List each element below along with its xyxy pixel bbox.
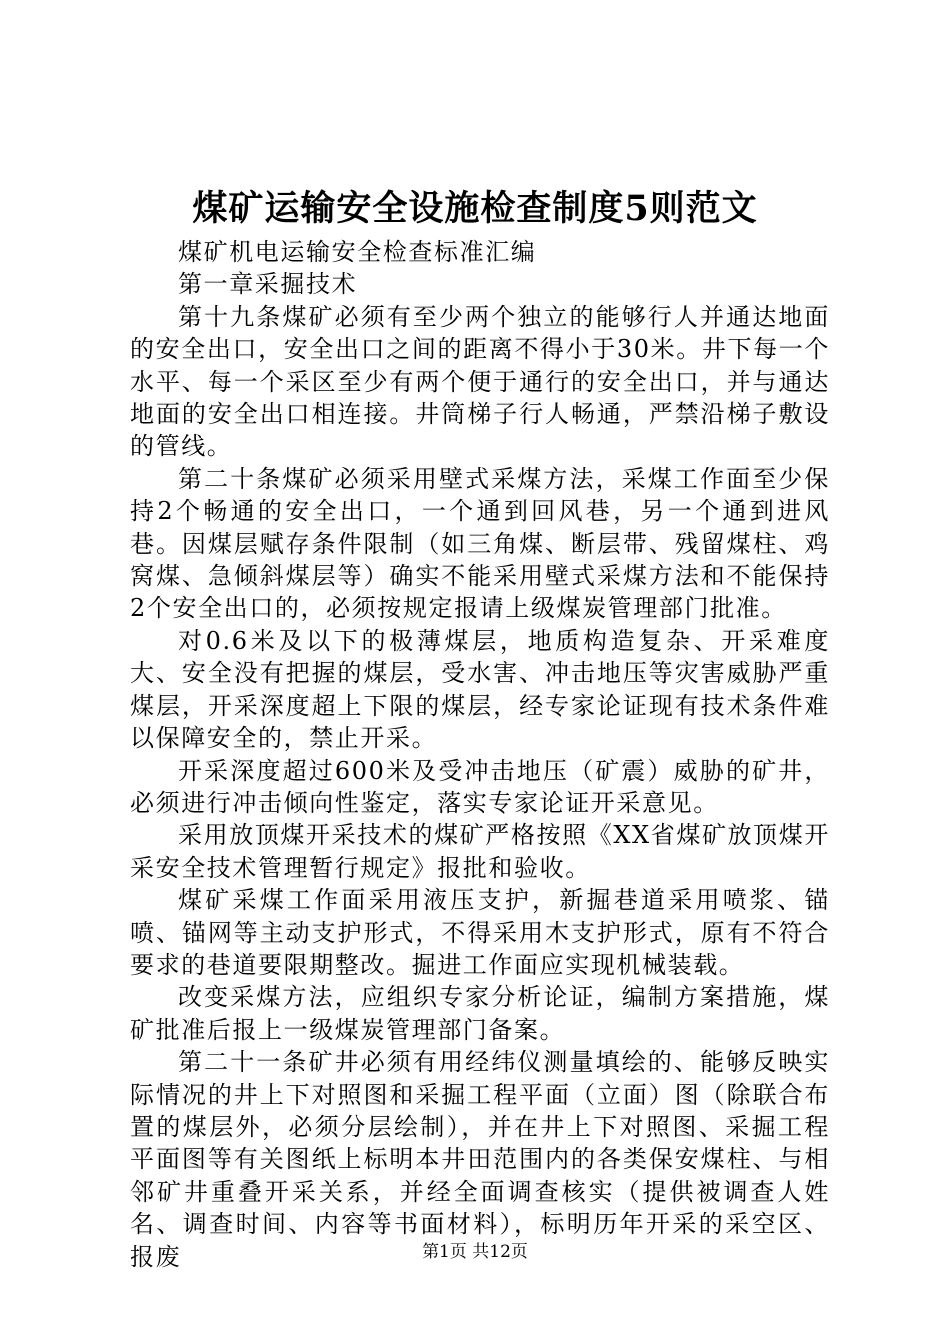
paragraph: 第二十条煤矿必须采用壁式采煤方法，采煤工作面至少保持2个畅通的安全出口，一个通到回风巷，另一个通到进风巷。因煤层赋存条件限制（如三角煤、断层带、残留煤柱、鸡窝煤、急倾斜煤层等）确实不能采用壁式采煤方法和不能保持2个安全出口的，必须按规定报请上级煤炭管理部门批准。 — [130, 464, 830, 623]
document-subtitle: 煤矿机电运输安全检查标准汇编 — [178, 238, 537, 266]
paragraph: 采用放顶煤开采技术的煤矿严格按照《XX省煤矿放顶煤开采安全技术管理暂行规定》报批和验收。 — [130, 821, 830, 882]
paragraph: 第十九条煤矿必须有至少两个独立的能够行人并通达地面的安全出口，安全出口之间的距离不得小于30米。井下每一个水平、每一个采区至少有两个便于通行的安全出口，并与通达地面的安全出口相连接。井筒梯子行人畅通，严禁沿梯子敷设的管线。 — [130, 302, 830, 461]
paragraph: 煤矿采煤工作面采用液压支护，新掘巷道采用喷浆、锚喷、锚网等主动支护形式，不得采用木支护形式，原有不符合要求的巷道要限期整改。掘进工作面应实现机械装载。 — [130, 886, 830, 979]
paragraph: 第二十一条矿井必须有用经纬仪测量填绘的、能够反映实际情况的井上下对照图和采掘工程平面（立面）图（除联合布置的煤层外，必须分层绘制），并在井上下对照图、采掘工程平面图等有关图纸上标明本井田范围内的各类保安煤柱、与相邻矿井重叠开采关系，并经全面调查核实（提供被调查人姓名、调查时间、内容等书面材料），标明历年开采的采空区、报废 — [130, 1048, 830, 1271]
paragraph: 改变采煤方法，应组织专家分析论证，编制方案措施，煤矿批准后报上一级煤炭管理部门备案。 — [130, 983, 830, 1044]
page-footer: 第1页 共12页 — [422, 1242, 528, 1262]
document-body — [130, 236, 830, 1273]
paragraph: 对0.6米及以下的极薄煤层，地质构造复杂、开采难度大、安全没有把握的煤层，受水害、冲击地压等灾害威胁严重煤层，开采深度超上下限的煤层，经专家论证现有技术条件难以保障安全的，禁止开采。 — [130, 626, 830, 753]
chapter-heading: 第一章采掘技术 — [178, 270, 358, 299]
document-title: 煤矿运输安全设施检查制度5则范文 — [192, 188, 758, 229]
paragraph: 开采深度超过600米及受冲击地压（矿震）威胁的矿井，必须进行冲击倾向性鉴定，落实专家论证开采意见。 — [130, 756, 830, 817]
